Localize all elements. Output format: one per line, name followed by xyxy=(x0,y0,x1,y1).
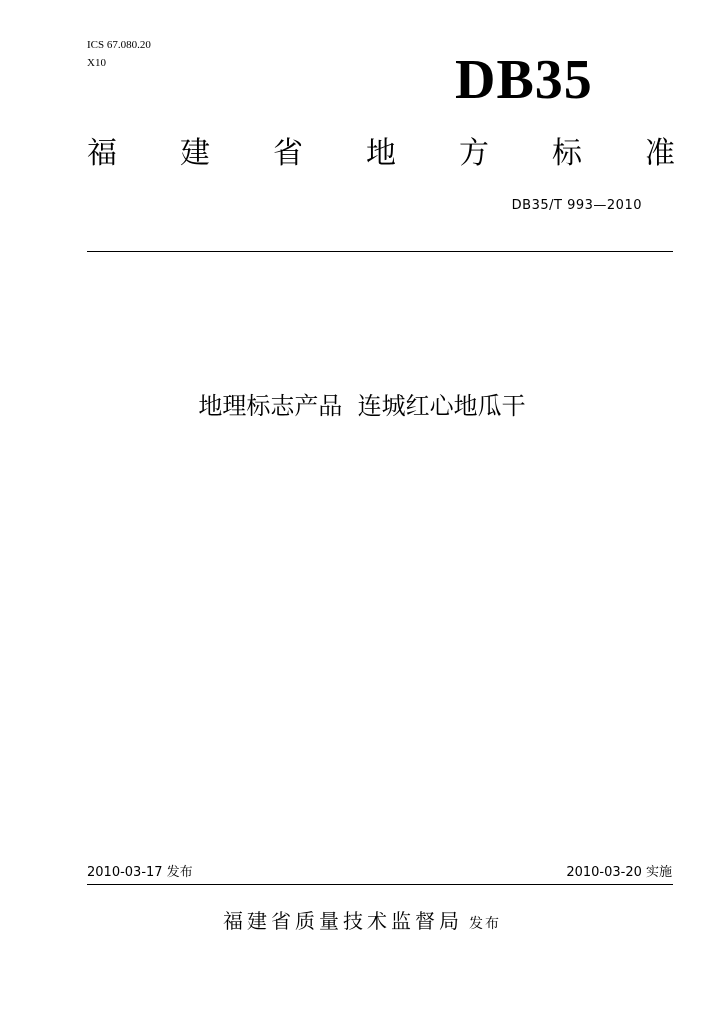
issuing-authority-suffix: 发布 xyxy=(469,916,501,932)
issuing-authority: 福建省质量技术监督局 xyxy=(223,909,463,933)
top-divider xyxy=(87,251,673,252)
implementation-date: 2010-03-20 实施 xyxy=(566,865,672,880)
ics-code: ICS 67.080.20 xyxy=(87,39,151,51)
standard-type-char: 准 xyxy=(645,136,675,171)
standard-code: DB35/T 993—2010 xyxy=(511,198,642,213)
standard-type-char: 省 xyxy=(273,136,303,171)
standard-type-char: 方 xyxy=(459,136,489,171)
standard-type-char: 福 xyxy=(87,136,117,171)
standard-type-char: 标 xyxy=(552,136,582,171)
issue-date: 2010-03-17 发布 xyxy=(87,865,193,880)
classification-code: X10 xyxy=(87,57,106,69)
document-title: 地理标志产品 连城红心地瓜干 xyxy=(198,392,526,420)
db35-logo: DB35 xyxy=(455,49,593,111)
standard-type-heading xyxy=(87,134,675,174)
standard-type-char: 地 xyxy=(366,136,396,171)
bottom-divider xyxy=(87,884,673,885)
standard-type-char: 建 xyxy=(180,136,210,171)
issuing-authority-line xyxy=(0,906,724,939)
